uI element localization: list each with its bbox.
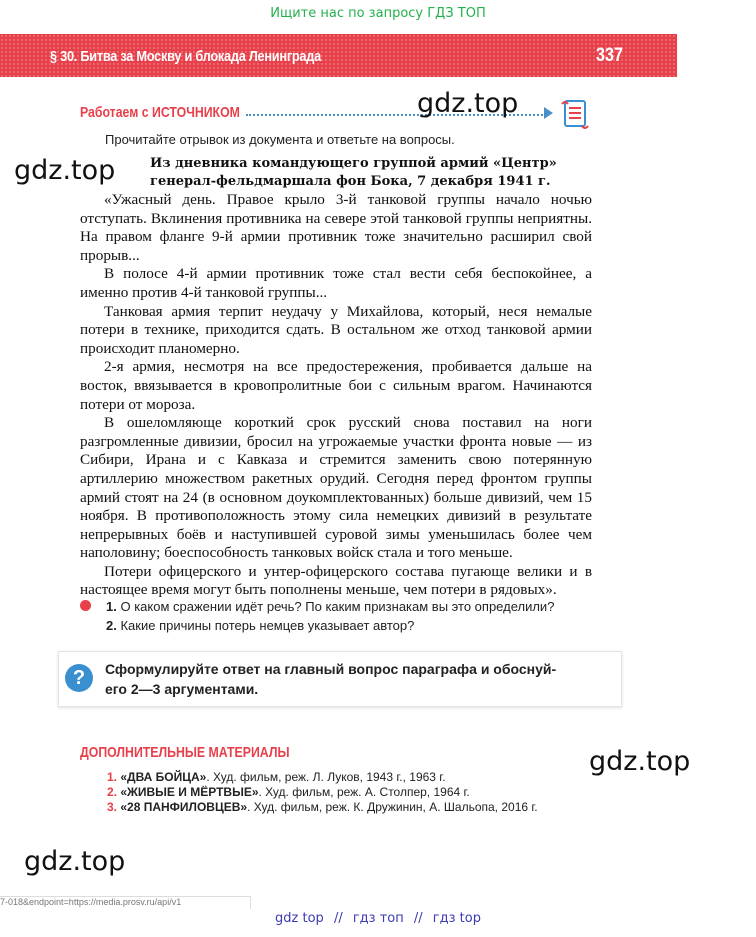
footer-links [0, 911, 756, 926]
footer-separator: // [413, 911, 423, 926]
excerpt-paragraph: В ошеломляюще короткий срок русский снова поставил на ноги разгромленные дивизии, бросил на угрожаемые участки фронта новые — из Сибири, Ирана и с Кавказа и стремится заменить свою потерянную артиллерию множеством ракетных орудий. Сегодня перед фронтом группы армий стоят на 24 (в основном доукомплектованных) больше дивизий, чем 15 ноября. В противоположность этому сила немецких дивизий в результате непрерывных боёв и наступившей суровой зимы уменьшилась более чем наполовину; боеспособность танковых войск стала и того меньше. [80, 414, 592, 562]
excerpt-paragraph: «Ужасный день. Правое крыло 3-й танковой группы начало ночью отступать. Вклинения противника на севере этой танковой группы неприятны. На правом фланге 9-й армии противник тоже значительно расширил свой прорыв... [80, 191, 592, 264]
film-title: «ДВА БОЙЦА» [120, 770, 207, 784]
extra-material-item [107, 770, 538, 785]
page-header-band [0, 34, 677, 77]
item-number: 1. [107, 770, 118, 784]
question-text: О каком сражении идёт речь? По каким признакам вы это определили? [120, 599, 555, 614]
question-number: 1. [106, 599, 117, 614]
extra-materials-heading: ДОПОЛНИТЕЛЬНЫЕ МАТЕРИАЛЫ [80, 744, 290, 761]
watermark-gdz: gdz.top [589, 746, 691, 777]
question-mark-icon: ? [65, 664, 93, 692]
question-number: 2. [106, 618, 117, 633]
source-instruction: Прочитайте отрывок из документа и ответьте на вопросы. [105, 132, 455, 147]
scroll-document-icon [558, 98, 592, 130]
extra-material-item [107, 785, 538, 800]
main-question-line: Сформулируйте ответ на главный вопрос параграфа и обоснуй- [105, 661, 557, 677]
film-details: . Худ. фильм, реж. Л. Луков, 1943 г., 1963 г. [206, 770, 446, 784]
film-title: «28 ПАНФИЛОВЦЕВ» [120, 800, 248, 814]
question-item [106, 597, 554, 616]
arrow-right-icon [544, 107, 553, 119]
red-bullet-icon [80, 600, 91, 611]
source-section-header [80, 104, 600, 126]
footer-link-gdz-top[interactable]: gdz top [275, 911, 324, 926]
footer-separator: // [333, 911, 343, 926]
film-details: . Худ. фильм, реж. К. Дружинин, А. Шальопа, 2016 г. [247, 800, 538, 814]
extra-material-item [107, 800, 538, 815]
question-text: Какие причины потерь немцев указывает автор? [120, 618, 415, 633]
film-title: «ЖИВЫЕ И МЁРТВЫЕ» [120, 785, 259, 799]
source-section-heading: Работаем с ИСТОЧНИКОМ [80, 104, 240, 121]
footer-link-gdz-top-ru[interactable]: гдз топ [352, 911, 404, 926]
document-title-line: генерал-фельдмаршала фон Бока, 7 декабря 1941 г. [150, 174, 551, 189]
watermark-gdz: gdz.top [417, 88, 519, 119]
excerpt-paragraph: Танковая армия терпит неудачу у Михайлова, который, неся немалые потери в технике, приходится сдать. В остальном же отход танковой армии происходит планомерно. [80, 302, 592, 357]
footer-link-gdz-top-mixed[interactable]: гдз top [432, 911, 481, 926]
chapter-title: § 30. Битва за Москву и блокада Ленинграда [50, 48, 321, 65]
question-item [106, 616, 414, 635]
item-number: 2. [107, 785, 118, 799]
excerpt-paragraph: 2-я армия, несмотря на все предостережения, пробивается дальше на восток, ввязывается в кровопролитные бои с сильным врагом. Начинаются потери от мороза. [80, 358, 592, 413]
watermark-gdz: gdz.top [24, 846, 126, 877]
main-question-text [105, 659, 605, 699]
page-number: 337 [596, 45, 623, 66]
document-excerpt [80, 191, 592, 600]
excerpt-paragraph: Потери офицерского и унтер-офицерского состава пугающе велики и в настоящее время могут быть пополнены меньше, чем потери в рядовых». [80, 562, 592, 599]
url-strip: 7-018&endpoint=https://media.prosv.ru/api/v1 [0, 896, 251, 909]
document-title [150, 155, 570, 191]
main-question-line: его 2—3 аргументами. [105, 681, 259, 697]
main-question-box [58, 651, 622, 707]
extra-materials-list [107, 770, 538, 815]
item-number: 3. [107, 800, 118, 814]
excerpt-paragraph: В полосе 4-й армии противник тоже стал вести себя беспокойнее, а именно против 4-й танковой группы... [80, 265, 592, 301]
document-title-line: Из дневника командующего группой армий «Центр» [150, 156, 557, 171]
film-details: . Худ. фильм, реж. А. Столпер, 1964 г. [258, 785, 470, 799]
top-search-link[interactable]: Ищите нас по запросу ГДЗ ТОП [270, 6, 486, 21]
watermark-gdz: gdz.top [14, 155, 116, 186]
